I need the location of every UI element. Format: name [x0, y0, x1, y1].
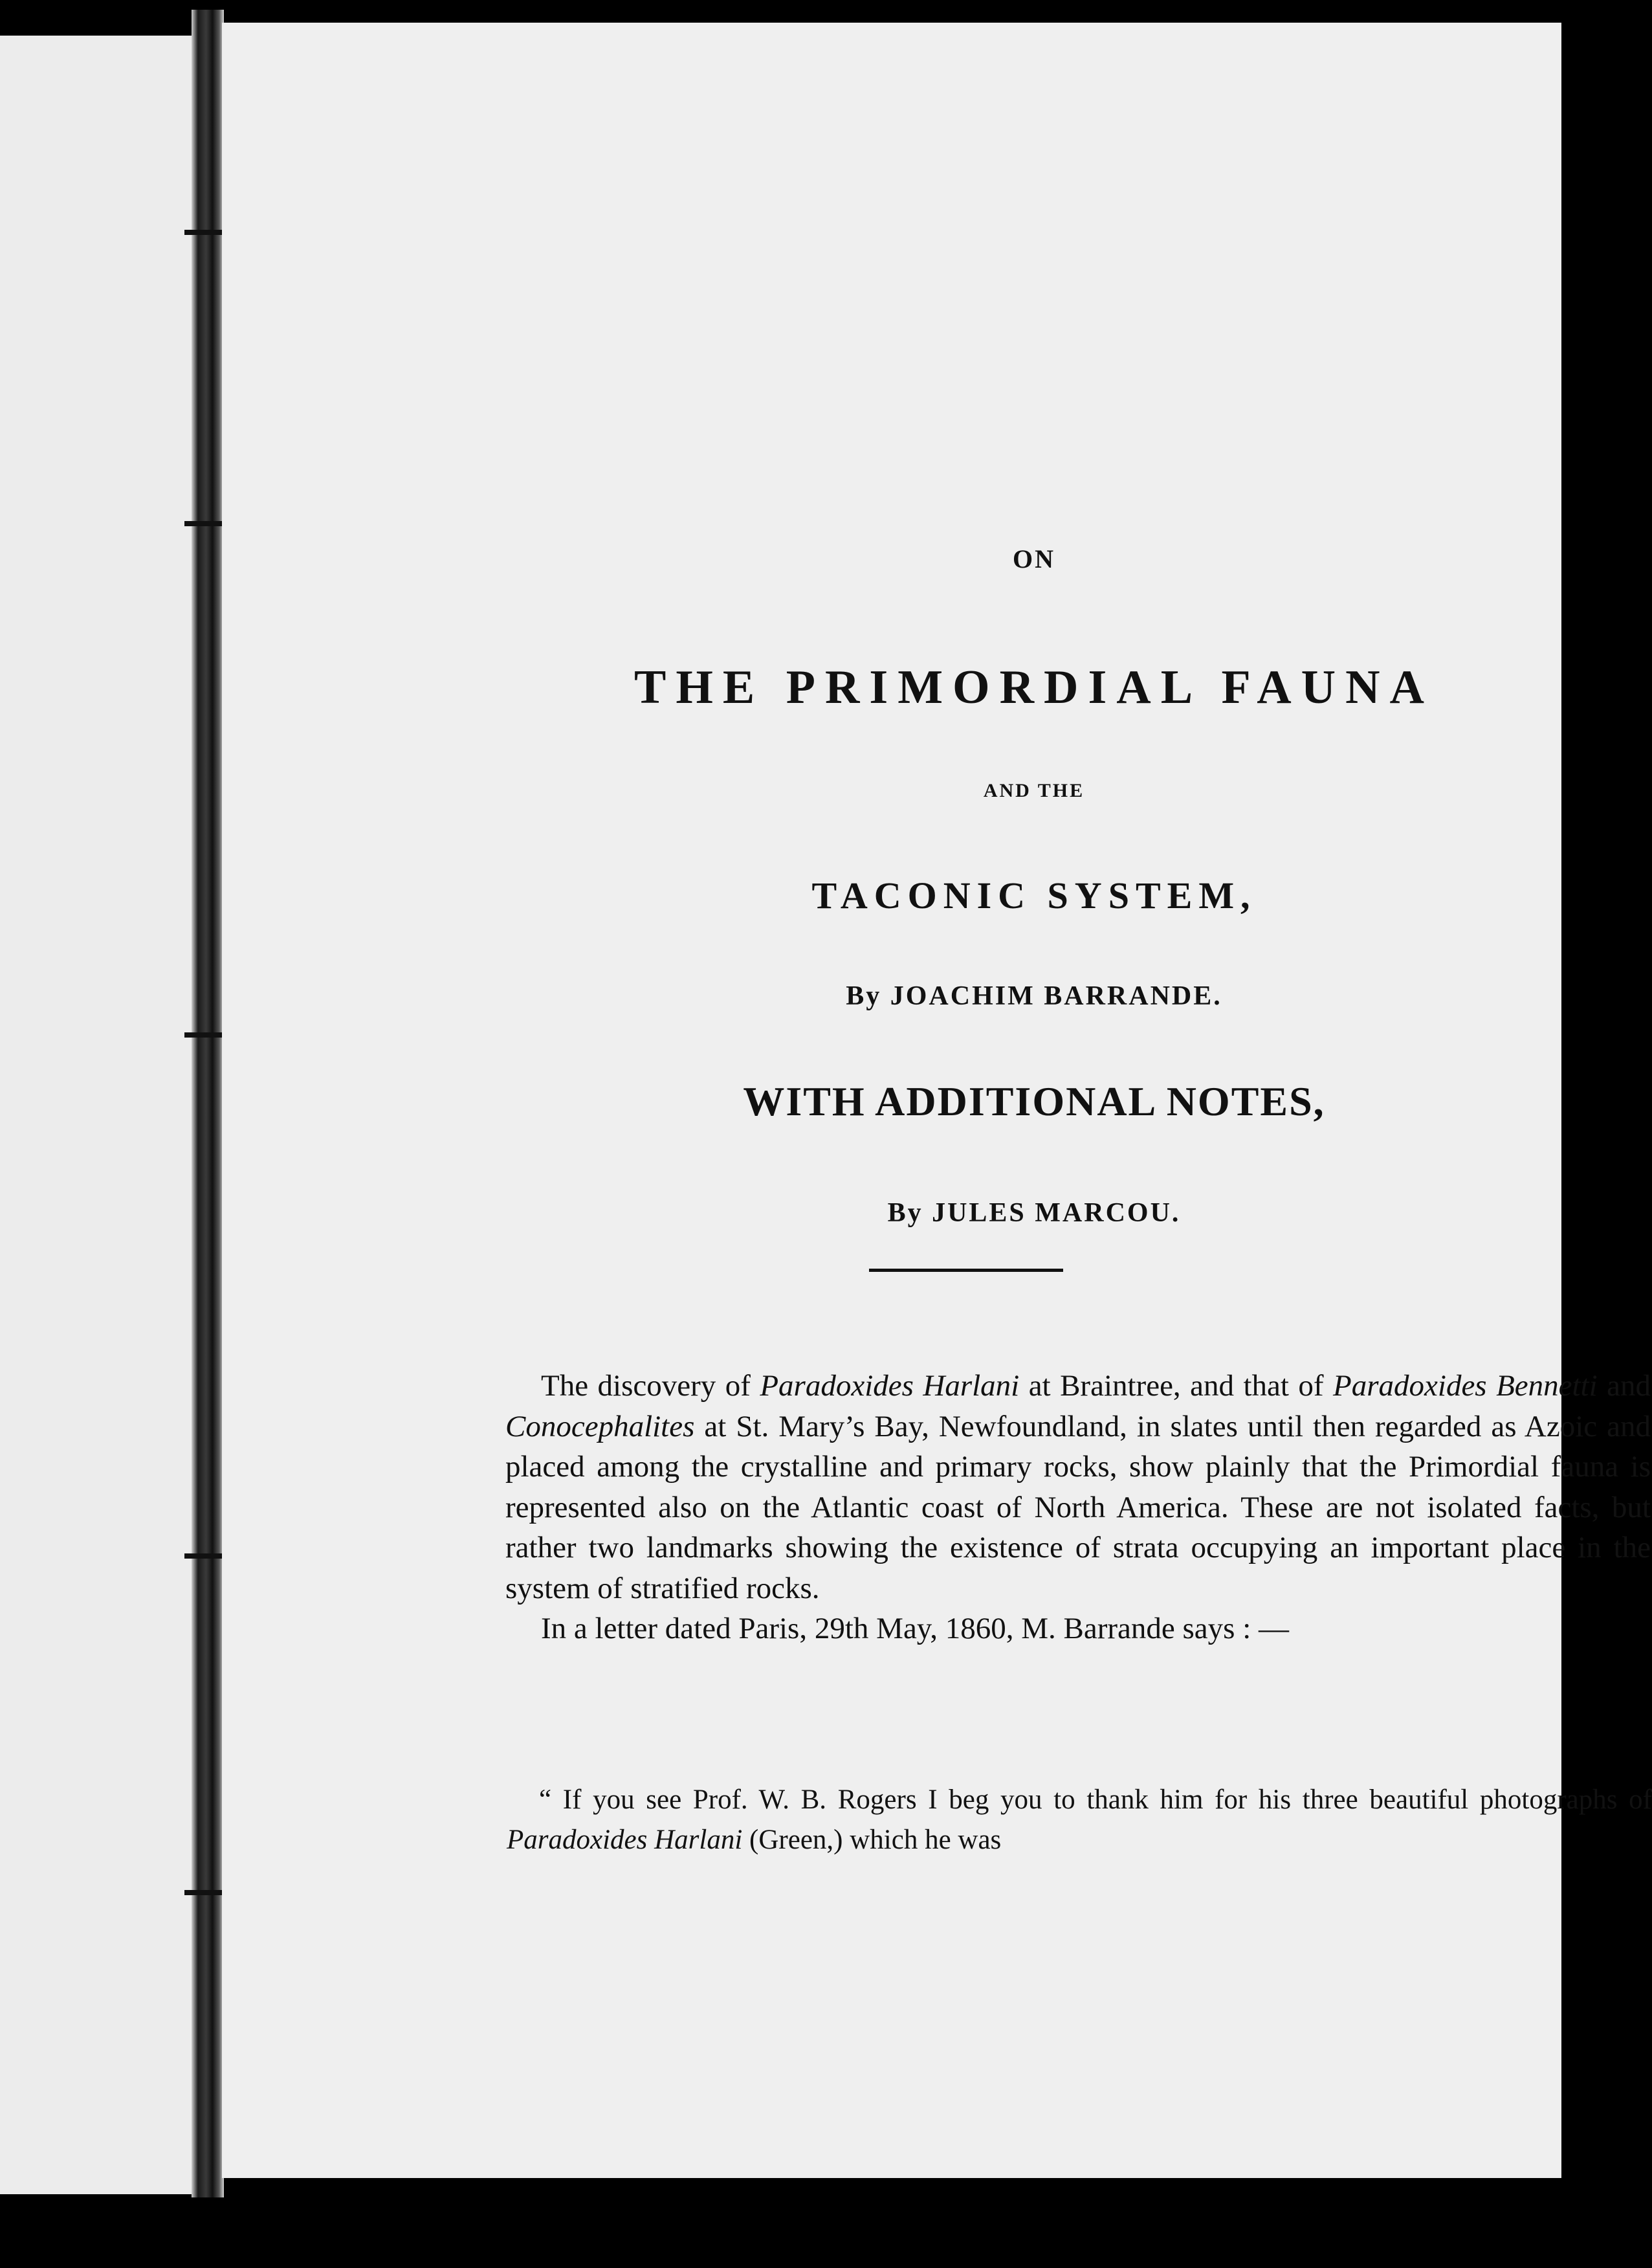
text-run: at Braintree, and that of — [1019, 1369, 1334, 1403]
section-rule — [869, 1269, 1063, 1272]
quote-paragraph — [507, 1780, 1652, 1860]
scan-border — [0, 0, 1602, 26]
italic-text: Paradoxides Bennetti — [1333, 1369, 1598, 1403]
page-content — [222, 23, 1652, 2178]
facing-page — [0, 36, 201, 2194]
paragraph — [505, 1366, 1651, 1608]
subtitle: TACONIC SYSTEM, — [811, 874, 1257, 917]
title-connector: AND THE — [983, 780, 1085, 801]
body-text — [505, 1366, 1651, 1649]
italic-text: Paradoxides Harlani — [507, 1825, 743, 1855]
italic-text: Conocephalites — [505, 1409, 695, 1443]
text-run: “ If you see Prof. W. B. Rogers I beg you to thank him for his three beautiful photographs of — [539, 1784, 1652, 1815]
text-run: at St. Mary’s Bay, Newfoundland, in slates until then regarded as Azoic and placed among the crystalline and primary rocks, show plainly that the Primordial fauna is represented also on the Atlantic coast of North America. These are not isolated facts, but rather two landmarks showing the existence of strata occupying an important place in the system of stratified rocks. — [505, 1409, 1651, 1605]
text-run: The discovery of — [541, 1369, 760, 1403]
paragraph: In a letter dated Paris, 29th May, 1860, M. Barrande says : — — [541, 1612, 1290, 1645]
additional-notes-heading: WITH ADDITIONAL NOTES, — [743, 1078, 1325, 1124]
book-gutter — [192, 10, 224, 2197]
title-prefix: ON — [1013, 544, 1055, 573]
document-page — [222, 23, 1652, 2178]
main-title: THE PRIMORDIAL FAUNA — [634, 661, 1434, 714]
text-run: and — [1597, 1369, 1651, 1403]
notes-author-byline: By JULES MARCOU. — [887, 1198, 1181, 1228]
quotation — [507, 1780, 1652, 1860]
text-run: (Green,) which he was — [742, 1825, 1002, 1855]
italic-text: Paradoxides Harlani — [760, 1369, 1020, 1403]
author-byline: By JOACHIM BARRANDE. — [846, 981, 1222, 1011]
